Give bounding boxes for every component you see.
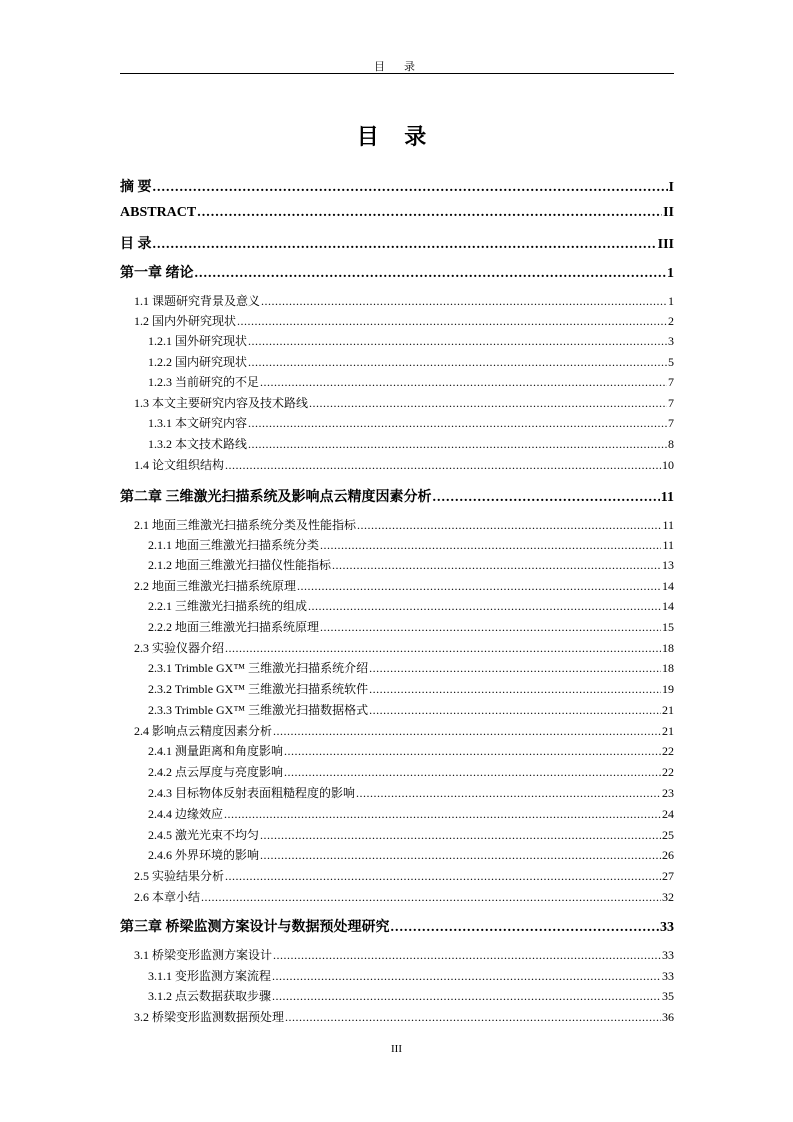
toc-entry[interactable] xyxy=(148,701,674,718)
toc-dot-leader xyxy=(260,828,661,843)
toc-entry-label: 2.2.1 三维激光扫描系统的组成 xyxy=(148,599,308,613)
toc-dot-leader xyxy=(237,314,667,329)
toc-entry-page: 14 xyxy=(662,579,674,593)
toc-entry-page: 24 xyxy=(662,807,674,821)
toc-dot-leader xyxy=(248,437,667,452)
toc-entry-page: 32 xyxy=(662,890,674,904)
toc-entry-page: 25 xyxy=(662,828,674,842)
toc-dot-leader xyxy=(260,375,667,390)
toc-entry-label: 2.1.1 地面三维激光扫描系统分类 xyxy=(148,538,320,552)
toc-entry[interactable] xyxy=(148,826,674,843)
toc-entry[interactable] xyxy=(134,946,674,963)
toc-dot-leader xyxy=(357,518,661,533)
toc-entry[interactable] xyxy=(148,742,674,759)
toc-entry[interactable] xyxy=(148,846,674,863)
toc-entry-page: 2 xyxy=(668,314,674,328)
toc-entry-page: 18 xyxy=(662,661,674,675)
toc-entry-page: 1 xyxy=(668,294,674,308)
toc-dot-leader xyxy=(433,490,660,506)
toc-entry[interactable] xyxy=(148,332,674,349)
toc-entry[interactable] xyxy=(148,659,674,676)
toc-dot-leader xyxy=(195,266,667,282)
toc-dot-leader xyxy=(320,620,661,635)
toc-entry-label: 1.3 本文主要研究内容及技术路线 xyxy=(134,396,309,410)
toc-entry-label: 第一章 绪论 xyxy=(120,266,194,281)
toc-entry-page: 33 xyxy=(662,969,674,983)
toc-entry[interactable] xyxy=(134,456,674,473)
toc-entry[interactable] xyxy=(134,577,674,594)
toc-entry-label: 第二章 三维激光扫描系统及影响点云精度因素分析 xyxy=(120,490,432,505)
toc-dot-leader xyxy=(332,558,661,573)
toc-entry[interactable] xyxy=(148,536,674,553)
toc-entry-label: 2.6 本章小结 xyxy=(134,890,201,904)
toc-entry-label: 摘 要 xyxy=(120,180,152,195)
toc-entry-page: 21 xyxy=(662,703,674,717)
toc-dot-leader xyxy=(369,703,661,718)
toc-entry-page: 19 xyxy=(662,682,674,696)
toc-entry-label: 2.4.6 外界环境的影响 xyxy=(148,848,260,862)
toc-entry-label: 1.2.1 国外研究现状 xyxy=(148,334,248,348)
toc-entry-page: 26 xyxy=(662,848,674,862)
toc-entry-label: 1.3.1 本文研究内容 xyxy=(148,416,248,430)
toc-dot-leader xyxy=(309,396,667,411)
toc-entry-label: 2.4.2 点云厚度与亮度影响 xyxy=(148,765,284,779)
toc-dot-leader xyxy=(225,458,661,473)
toc-entry-label: 目 录 xyxy=(120,237,152,252)
toc-entry[interactable] xyxy=(134,722,674,739)
toc-dot-leader xyxy=(153,180,668,196)
toc-dot-leader xyxy=(248,355,667,370)
toc-entry-page: I xyxy=(668,180,674,195)
toc-entry-label: 第三章 桥梁监测方案设计与数据预处理研究 xyxy=(120,920,390,935)
toc-dot-leader xyxy=(260,848,661,863)
toc-entry[interactable] xyxy=(120,205,674,221)
toc-entry-label: 2.3.2 Trimble GX™ 三维激光扫描系统软件 xyxy=(148,682,369,696)
toc-entry-label: 1.2 国内外研究现状 xyxy=(134,314,237,328)
toc-entry[interactable] xyxy=(134,888,674,905)
running-header: 目 录 xyxy=(374,61,419,73)
toc-entry[interactable] xyxy=(120,233,674,253)
toc-dot-leader xyxy=(224,807,661,822)
toc-dot-leader xyxy=(297,579,661,594)
toc-entry-page: 11 xyxy=(660,490,674,505)
toc-entry-label: 1.3.2 本文技术路线 xyxy=(148,437,248,451)
toc-entry[interactable] xyxy=(120,916,674,936)
toc-entry[interactable] xyxy=(134,292,674,309)
toc-entry[interactable] xyxy=(134,639,674,656)
toc-entry[interactable] xyxy=(148,373,674,390)
toc-entry-page: 8 xyxy=(668,437,674,451)
toc-entry-label: 1.2.3 当前研究的不足 xyxy=(148,375,260,389)
toc-entry[interactable] xyxy=(134,1008,674,1025)
toc-entry-label: 2.3 实验仪器介绍 xyxy=(134,641,225,655)
toc-dot-leader xyxy=(272,969,661,984)
toc-entry[interactable] xyxy=(148,680,674,697)
toc-entry-label: 2.4.4 边缘效应 xyxy=(148,807,224,821)
toc-entry-page: 15 xyxy=(662,620,674,634)
toc-dot-leader xyxy=(284,744,661,759)
toc-dot-leader xyxy=(391,920,660,936)
toc-entry-label: 2.4.3 目标物体反射表面粗糙程度的影响 xyxy=(148,786,356,800)
toc-entry-page: 14 xyxy=(662,599,674,613)
toc-entry[interactable] xyxy=(148,805,674,822)
toc-entry[interactable] xyxy=(148,763,674,780)
toc-entry-label: 2.3.3 Trimble GX™ 三维激光扫描数据格式 xyxy=(148,703,369,717)
toc-dot-leader xyxy=(261,294,667,309)
toc-entry-page: 18 xyxy=(662,641,674,655)
toc-entry-label: 2.2 地面三维激光扫描系统原理 xyxy=(134,579,297,593)
toc-entry-label: 2.2.2 地面三维激光扫描系统原理 xyxy=(148,620,320,634)
toc-entry-page: 21 xyxy=(662,724,674,738)
toc-entry[interactable] xyxy=(148,353,674,370)
toc-entry[interactable] xyxy=(148,618,674,635)
toc-entry-page: II xyxy=(663,205,674,220)
toc-entry-page: 3 xyxy=(668,334,674,348)
toc-dot-leader xyxy=(284,765,661,780)
toc-dot-leader xyxy=(248,416,667,431)
toc-entry-page: 10 xyxy=(662,458,674,472)
toc-entry-label: 2.3.1 Trimble GX™ 三维激光扫描系统介绍 xyxy=(148,661,369,675)
toc-entry[interactable] xyxy=(148,967,674,984)
toc-entry-page: 22 xyxy=(662,765,674,779)
toc-entry-label: 3.1.2 点云数据获取步骤 xyxy=(148,989,272,1003)
toc-entry[interactable] xyxy=(148,414,674,431)
toc-dot-leader xyxy=(197,205,662,221)
toc-dot-leader xyxy=(320,538,661,553)
toc-entry[interactable] xyxy=(148,435,674,452)
toc-dot-leader xyxy=(369,661,661,676)
toc-entry[interactable] xyxy=(148,556,674,573)
toc-entry-label: 2.4.5 激光光束不均匀 xyxy=(148,828,260,842)
toc-entry-label: 3.2 桥梁变形监测数据预处理 xyxy=(134,1010,285,1024)
toc-entry-page: 1 xyxy=(667,266,674,281)
toc-entry-page: 33 xyxy=(660,920,674,935)
toc-entry-page: 5 xyxy=(668,355,674,369)
toc-entry-label: 3.1 桥梁变形监测方案设计 xyxy=(134,948,273,962)
toc-entry[interactable] xyxy=(120,176,674,196)
toc-entry-label: ABSTRACT xyxy=(120,205,197,220)
toc-entry[interactable] xyxy=(148,784,674,801)
toc-entry-label: 2.1 地面三维激光扫描系统分类及性能指标 xyxy=(134,518,357,532)
toc-dot-leader xyxy=(273,948,661,963)
toc-entry-page: 22 xyxy=(662,744,674,758)
toc-dot-leader xyxy=(225,869,661,884)
toc-entry-page: III xyxy=(657,237,674,252)
toc-dot-leader xyxy=(201,890,661,905)
toc-dot-leader xyxy=(153,237,657,253)
toc-entry-label: 2.4.1 测量距离和角度影响 xyxy=(148,744,284,758)
toc-entry-page: 7 xyxy=(668,416,674,430)
toc-entry-page: 7 xyxy=(668,375,674,389)
toc-entry-page: 36 xyxy=(662,1010,674,1024)
toc-entry-page: 7 xyxy=(668,396,674,410)
toc-entry[interactable] xyxy=(148,597,674,614)
toc-entry[interactable] xyxy=(134,516,674,533)
toc-dot-leader xyxy=(225,641,661,656)
toc-entry[interactable] xyxy=(148,987,674,1004)
toc-entry-label: 2.4 影响点云精度因素分析 xyxy=(134,724,273,738)
toc-entry[interactable] xyxy=(120,262,674,282)
toc-dot-leader xyxy=(308,599,661,614)
page-number: III xyxy=(391,1043,402,1055)
toc-entry-page: 33 xyxy=(662,948,674,962)
toc-dot-leader xyxy=(272,989,661,1004)
toc-entry-page: 27 xyxy=(662,869,674,883)
toc-dot-leader xyxy=(369,682,661,697)
toc-entry-page: 13 xyxy=(662,558,674,572)
toc-entry-label: 1.2.2 国内研究现状 xyxy=(148,355,248,369)
toc-dot-leader xyxy=(356,786,661,801)
toc-entry-page: 11 xyxy=(662,538,674,552)
toc-dot-leader xyxy=(285,1010,661,1025)
toc-entry-label: 2.1.2 地面三维激光扫描仪性能指标 xyxy=(148,558,332,572)
toc-entry-label: 1.4 论文组织结构 xyxy=(134,458,225,472)
toc-entry-label: 3.1.1 变形监测方案流程 xyxy=(148,969,272,983)
toc-entry[interactable] xyxy=(134,867,674,884)
page-title: 目 录 xyxy=(356,124,437,149)
toc-entry[interactable] xyxy=(120,486,674,506)
toc-dot-leader xyxy=(273,724,661,739)
toc-entry-page: 23 xyxy=(662,786,674,800)
toc-entry-page: 11 xyxy=(662,518,674,532)
toc-entry-page: 35 xyxy=(662,989,674,1003)
toc-entry[interactable] xyxy=(134,394,674,411)
toc-entry[interactable] xyxy=(134,312,674,329)
toc-entry-label: 2.5 实验结果分析 xyxy=(134,869,225,883)
toc-entry-label: 1.1 课题研究背景及意义 xyxy=(134,294,261,308)
toc-dot-leader xyxy=(248,334,667,349)
